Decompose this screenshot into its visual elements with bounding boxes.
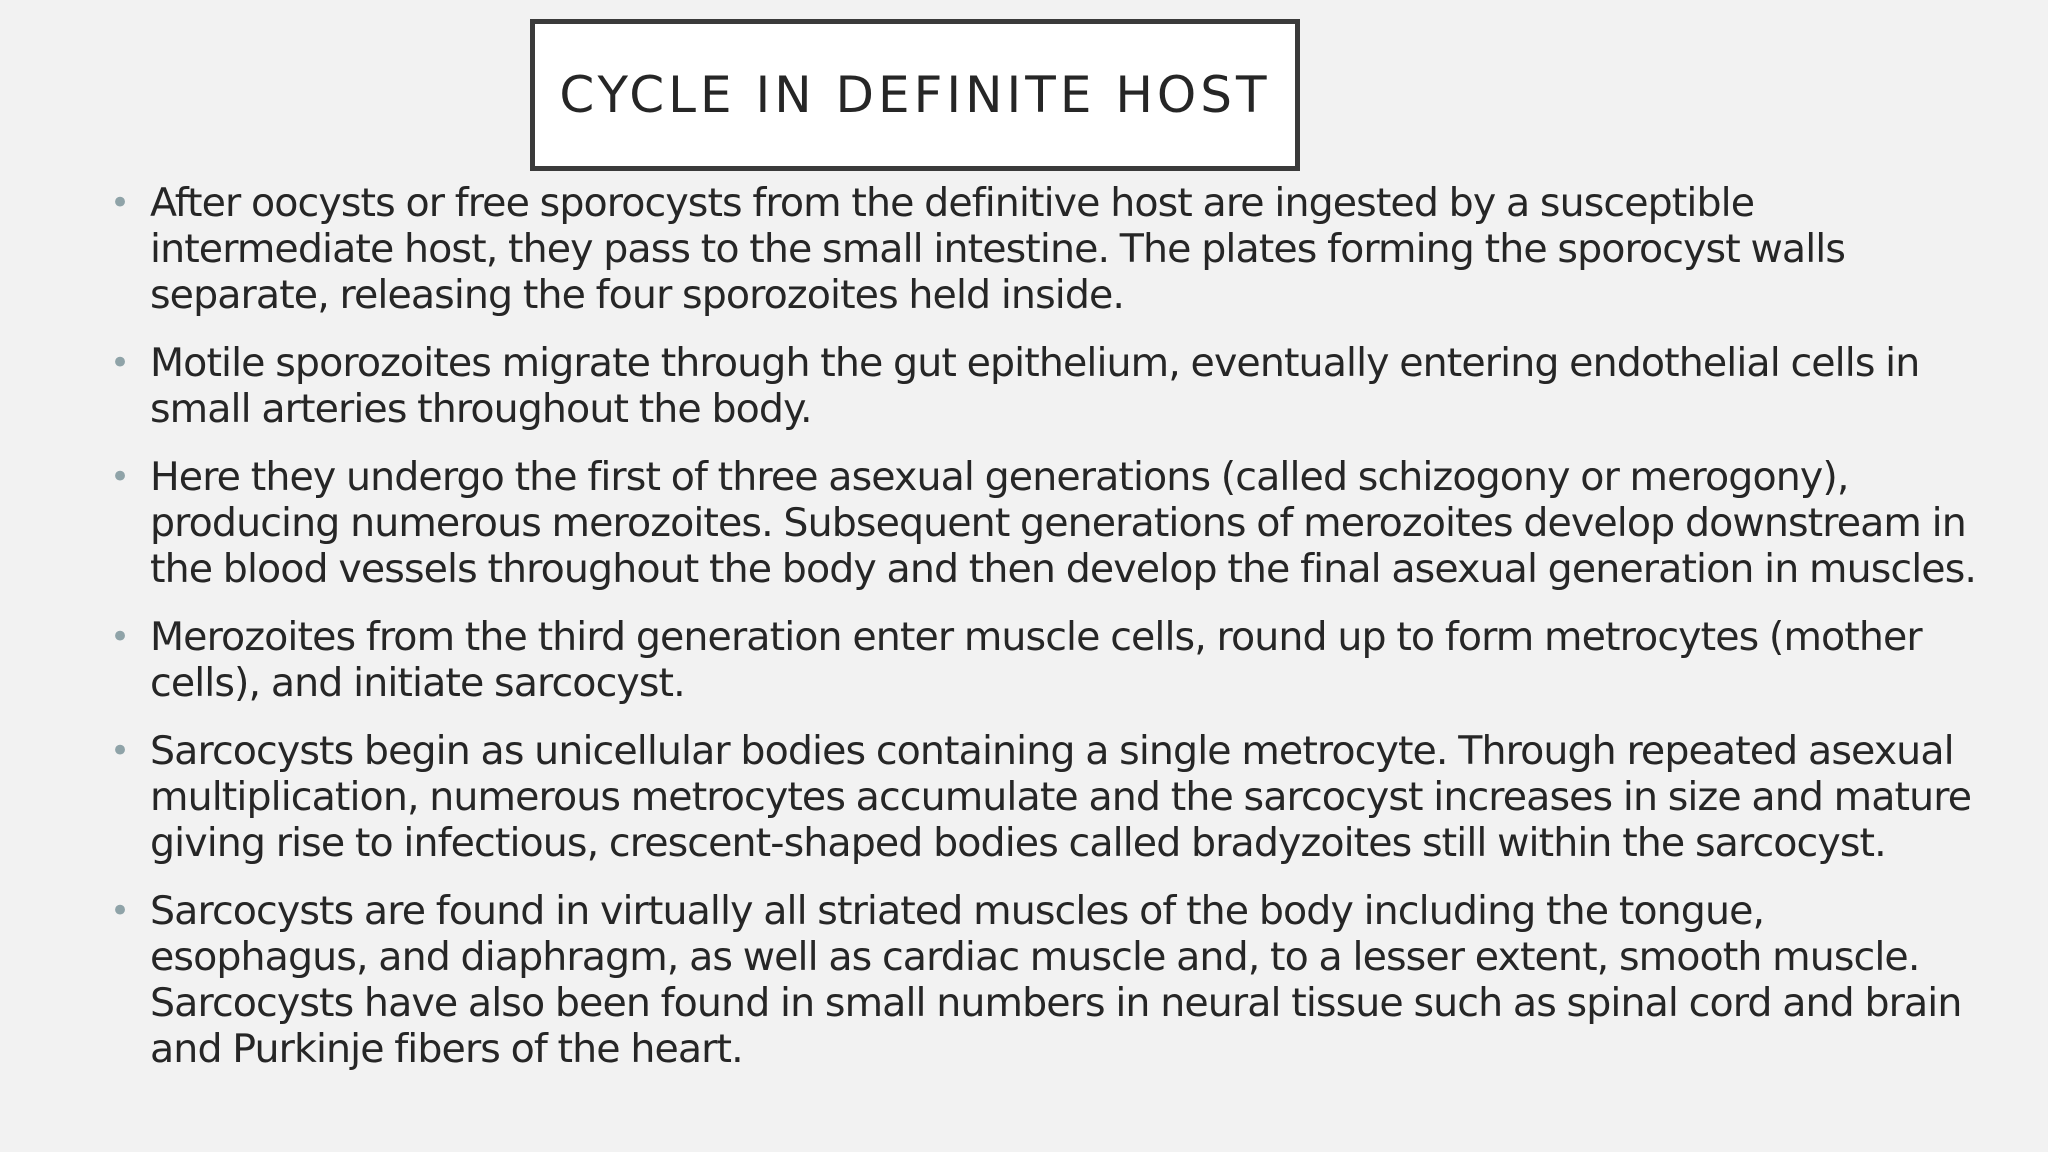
bullet-item [110,180,1990,318]
bullet-dot-icon: • [110,343,131,383]
bullet-item [110,340,1990,432]
bullet-item [110,454,1990,592]
bullet-text: Here they undergo the first of three asexual generations (called schizogony or merogony), producing numerous merozoites. Subsequent generations of merozoites develop downstream in the blood vessels throughout the body and then develop the final asexual generation in muscles. [150,454,1977,592]
bullet-text: Merozoites from the third generation enter muscle cells, round up to form metrocytes (mother cells), and initiate sarcocyst. [150,614,1922,706]
bullet-text: Sarcocysts are found in virtually all striated muscles of the body including the tongue, esophagus, and diaphragm, as well as cardiac muscle and, to a lesser extent, smooth muscle. Sarcocysts have also been found in small numbers in neural tissue such as spinal cord and brain and Purkinje fibers of the heart. [150,888,1962,1072]
bullet-item [110,728,1990,866]
bullet-text: After oocysts or free sporocysts from the definitive host are ingested by a susceptible intermediate host, they pass to the small intestine. The plates forming the sporocyst walls separate, releasing the four sporozoites held inside. [150,180,1846,318]
bullet-text: Motile sporozoites migrate through the gut epithelium, eventually entering endothelial cells in small arteries throughout the body. [150,340,1920,432]
slide-title: CYCLE IN DEFINITE HOST [559,66,1271,124]
bullet-dot-icon: • [110,731,131,771]
bullet-dot-icon: • [110,457,131,497]
bullet-text: Sarcocysts begin as unicellular bodies containing a single metrocyte. Through repeated asexual multiplication, numerous metrocytes accumulate and the sarcocyst increases in size and mature giving rise to infectious, crescent-shaped bodies called bradyzoites still within the sarcocyst. [150,728,1972,866]
bullet-list [110,180,1990,1094]
bullet-dot-icon: • [110,183,131,223]
title-box [530,19,1300,171]
bullet-item [110,888,1990,1072]
bullet-dot-icon: • [110,617,131,657]
bullet-dot-icon: • [110,891,131,931]
bullet-item [110,614,1990,706]
